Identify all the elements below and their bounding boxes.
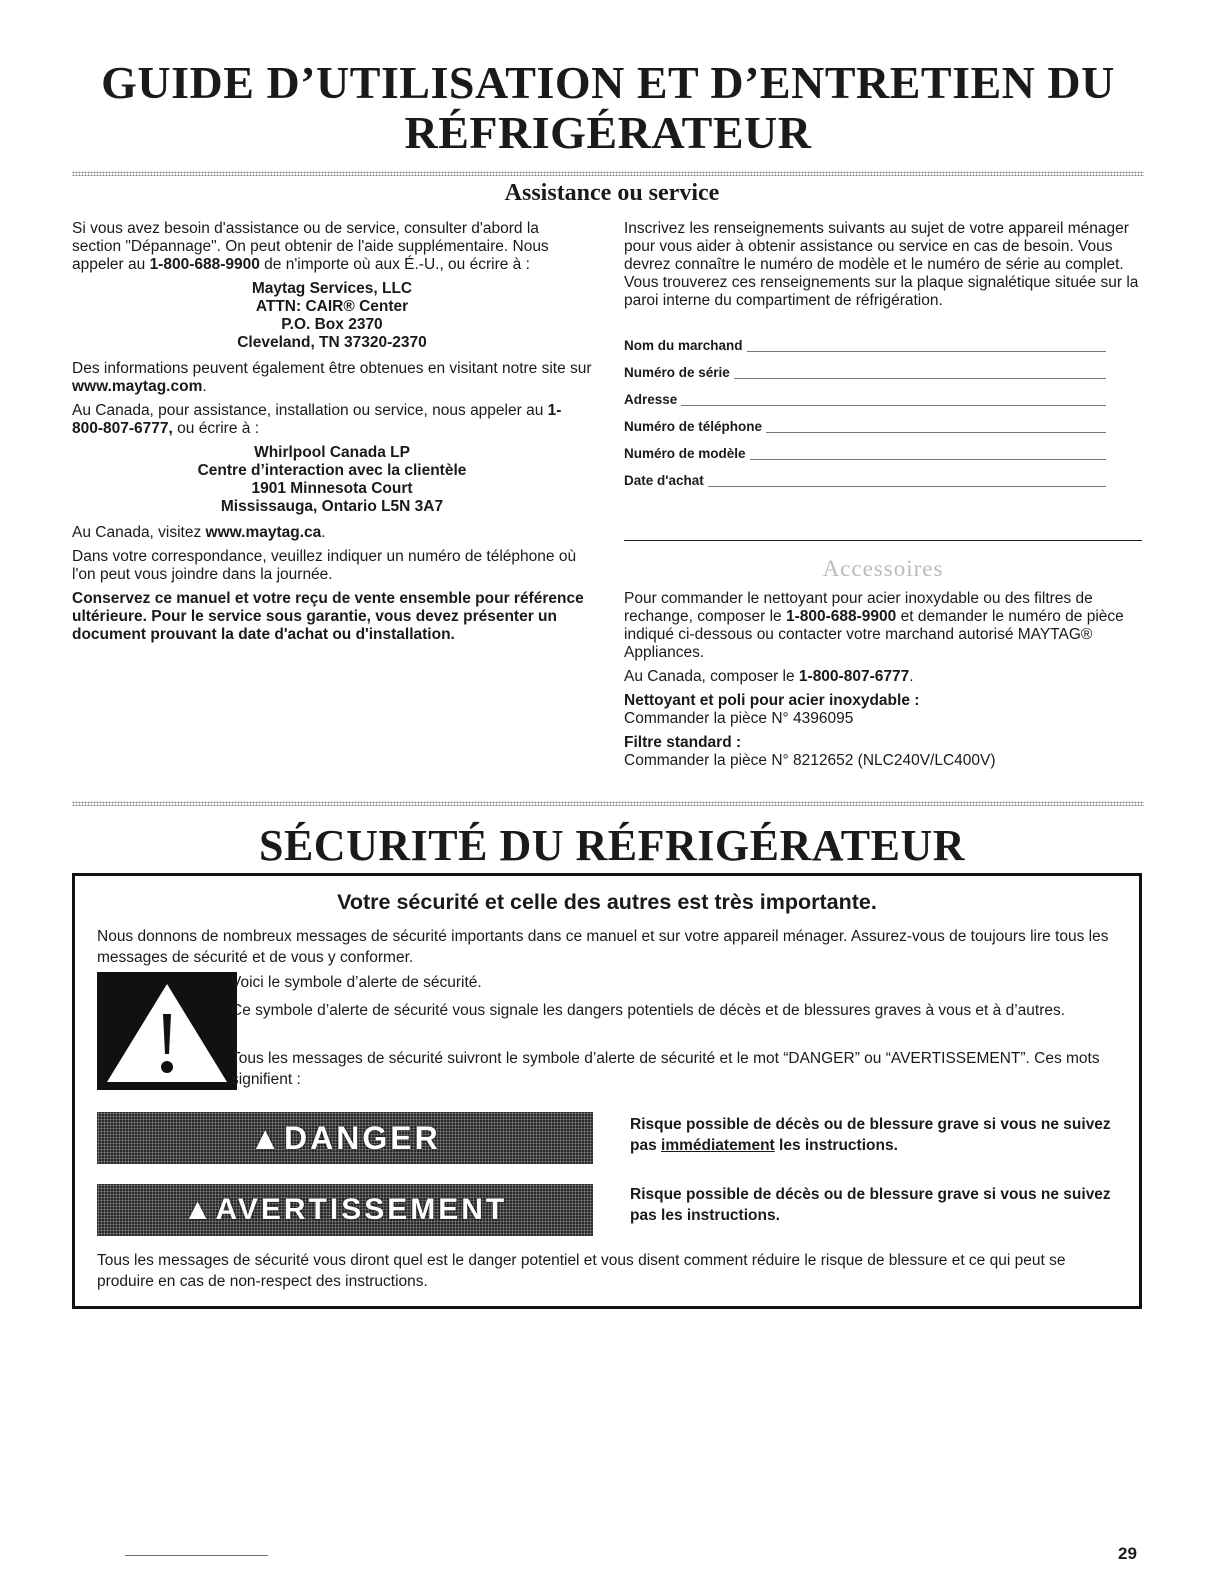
danger-emphasis: immédiatement [661, 1137, 775, 1154]
assistance-intro: Si vous avez besoin d'assistance ou de service, consulter d'abord la section "Dépannage". On peut obtenir de l'aide supplémentaire. Nous appeler au 1-800-688-9900 de n'importe où aux É.-U., ou écrire à : [72, 220, 549, 273]
form-field-address[interactable]: Adresse [624, 382, 1106, 409]
safety-symbol-meaning: Ce symbole d’alerte de sécurité vous signale les dangers potentiels de décès et de blessures graves à vous et à d’autres. [231, 1002, 1066, 1019]
safety-box [72, 873, 1142, 1309]
canada-website-paragraph: Au Canada, visitez www.maytag.ca. [72, 524, 326, 541]
accessories-divider [624, 540, 1142, 541]
safety-alert-icon [97, 972, 237, 1090]
warning-label: AVERTISSEMENT [215, 1193, 508, 1226]
canada-mailing-address: Whirlpool Canada LP Centre d’interaction avec la clientèle 1901 Minnesota Court Mississauga, Ontario L5N 3A7 [197, 444, 467, 515]
page-title-line2: RÉFRIGÉRATEUR [404, 107, 812, 158]
form-field-serial-number[interactable]: Numéro de série [624, 355, 1106, 382]
maytag-us-website-link[interactable]: www.maytag.com [72, 378, 203, 395]
assistance-right-column [624, 220, 1142, 490]
assistance-section-title: Assistance ou service [504, 180, 720, 206]
accessories-intro: Pour commander le nettoyant pour acier inoxydable ou des filtres de rechange, composer le 1-800-688-9900 et demander le numéro de pièce indiqué ci-dessous ou contacter votre marchand autorisé MAYTAG® Appliances. [624, 590, 1124, 661]
accessory-item-detail: Commander la pièce N° 8212652 (NLC240V/LC400V) [624, 752, 996, 769]
danger-description: Risque possible de décès ou de blessure grave si vous ne suivez pas immédiatement les instructions. [630, 1116, 1111, 1154]
accessories-column [624, 590, 1144, 770]
footer-divider [125, 1555, 268, 1556]
warning-banner [97, 1184, 593, 1236]
accessory-item-name: Filtre standard : [624, 734, 742, 751]
safety-symbol-line: Voici le symbole d’alerte de sécurité. [231, 974, 482, 991]
form-field-dealer-name[interactable]: Nom du marchand [624, 328, 1106, 355]
danger-label: DANGER [284, 1119, 441, 1156]
canada-phone-number: 1-800-807-6777, [72, 402, 562, 437]
accessory-item [624, 734, 1144, 770]
keep-manual-notice: Conservez ce manuel et votre reçu de vente ensemble pour référence ultérieure. Pour le service sous garantie, vous devez présenter un document prouvant la date d'achat ou d'installation. [72, 590, 584, 643]
form-field-purchase-date[interactable]: Date d'achat [624, 463, 1106, 490]
accessory-item-name: Nettoyant et poli pour acier inoxydable : [624, 692, 920, 709]
middle-dotted-divider [72, 801, 1144, 806]
record-info-intro: Inscrivez les renseignements suivants au sujet de votre appareil ménager pour vous aider à obtenir assistance ou service en cas de besoin. Vous devrez connaître le numéro de modèle et le numéro de série au complet. Vous trouverez ces renseignements sur la plaque signalétique située sur la paroi interne du compartiment de réfrigération. [624, 220, 1139, 309]
safety-intro: Nous donnons de nombreux messages de sécurité importants dans ce manuel et sur votre appareil ménager. Assurez-vous de toujours lire tous les messages de sécurité et de vous y conformer. [97, 928, 1109, 966]
warning-triangle-icon: ▲ [182, 1193, 216, 1226]
page-title-line1: GUIDE D’UTILISATION ET D’ENTRETIEN DU [101, 57, 1115, 108]
form-field-phone-number[interactable]: Numéro de téléphone [624, 409, 1106, 436]
danger-banner [97, 1112, 593, 1164]
accessory-item [624, 692, 1144, 728]
accessory-item-detail: Commander la pièce N° 4396095 [624, 710, 854, 727]
page-number: 29 [1118, 1544, 1137, 1563]
warning-triangle-icon: ▲ [249, 1119, 284, 1156]
correspondence-paragraph: Dans votre correspondance, veuillez indiquer un numéro de téléphone où l'on peut vous joindre dans la journée. [72, 548, 577, 583]
safety-closing: Tous les messages de sécurité vous diront quel est le danger potentiel et vous disent comment réduire le risque de blessure et ce qui peut se produire en cas de non-respect des instructions. [97, 1252, 1066, 1290]
warning-description: Risque possible de décès ou de blessure grave si vous ne suivez pas les instructions. [630, 1186, 1111, 1224]
canada-service-paragraph: Au Canada, pour assistance, installation ou service, nous appeler au 1-800-807-6777, ou écrire à : [72, 402, 562, 437]
top-dotted-divider [72, 171, 1144, 176]
us-phone-number: 1-800-688-9900 [149, 256, 260, 273]
accessories-canada-phone: 1-800-807-6777 [798, 668, 910, 685]
safety-section-title: SÉCURITÉ DU RÉFRIGÉRATEUR [258, 821, 965, 870]
assistance-left-column [72, 220, 592, 650]
appliance-info-form [624, 328, 1106, 490]
us-mailing-address: Maytag Services, LLC ATTN: CAIR® Center P.O. Box 2370 Cleveland, TN 37320-2370 [237, 280, 427, 351]
accessories-canada-line: Au Canada, composer le 1-800-807-6777. [624, 668, 914, 685]
maytag-canada-website-link[interactable]: www.maytag.ca [205, 524, 322, 541]
accessories-phone-number: 1-800-688-9900 [785, 608, 897, 625]
page-title [70, 58, 1146, 158]
signal-words-intro: Tous les messages de sécurité suivront le symbole d’alerte de sécurité et le mot “DANGER” ou “AVERTISSEMENT”. Ces mots signifient : [231, 1050, 1100, 1088]
accessories-section-title: Accessoires [822, 556, 944, 581]
safety-subtitle: Votre sécurité et celle des autres est très importante. [337, 890, 877, 914]
website-paragraph: Des informations peuvent également être obtenues en visitant notre site sur www.maytag.com. [72, 360, 592, 395]
form-field-model-number[interactable]: Numéro de modèle [624, 436, 1106, 463]
